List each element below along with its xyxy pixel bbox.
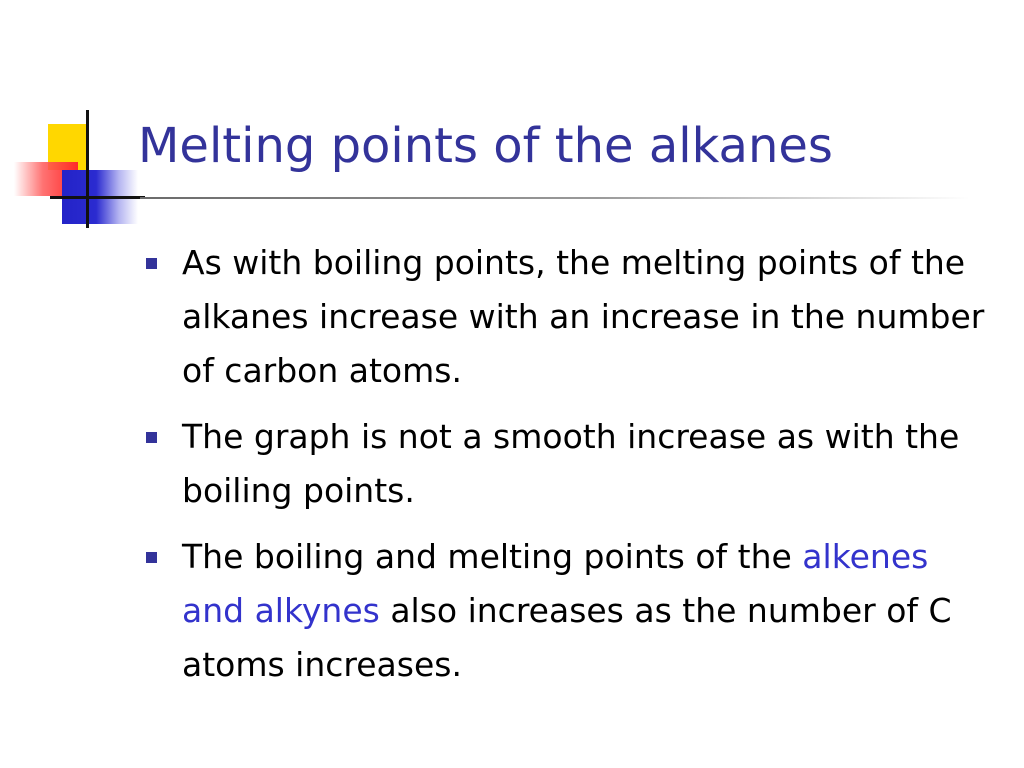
slide-title: Melting points of the alkanes	[138, 118, 833, 174]
square-bullet-icon	[146, 552, 157, 563]
vertical-line-deco	[86, 110, 89, 228]
bullet-item	[146, 410, 986, 518]
bullet-list	[146, 236, 986, 704]
highlighted-term: alkenes and alkynes	[182, 537, 929, 630]
bullet-text-before: The boiling and melting points of the	[182, 537, 803, 576]
bullet-item	[146, 530, 986, 692]
horizontal-line-deco	[50, 196, 145, 199]
bullet-text: The graph is not a smooth increase as with the boiling points.	[182, 417, 960, 510]
bullet-item	[146, 236, 986, 398]
title-underline-rule	[140, 197, 970, 199]
bullet-text-after: also increases as the number of C atoms increases.	[182, 591, 952, 684]
decorative-corner-logo	[0, 0, 150, 240]
square-bullet-icon	[146, 432, 157, 443]
bullet-text: As with boiling points, the melting points of the alkanes increase with an increase in the number of carbon atoms.	[182, 243, 985, 390]
square-bullet-icon	[146, 258, 157, 269]
